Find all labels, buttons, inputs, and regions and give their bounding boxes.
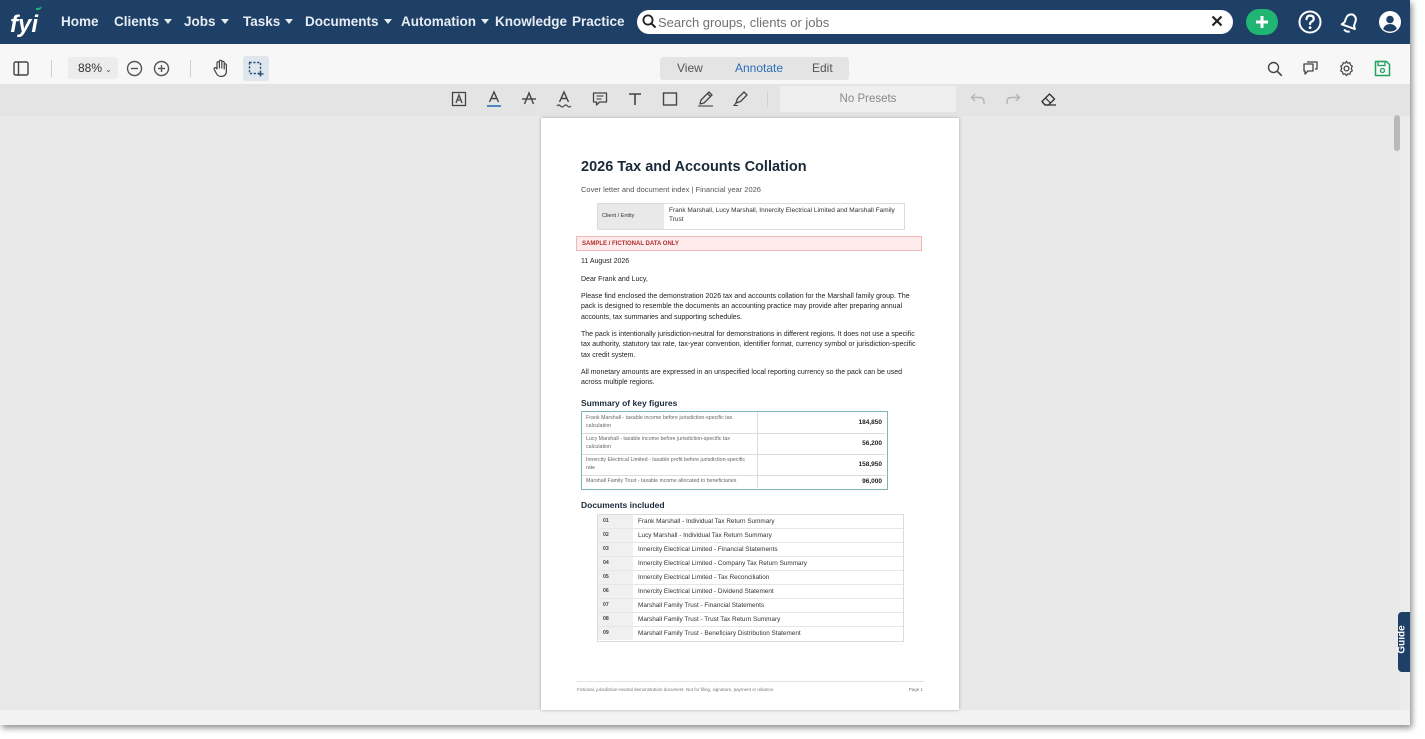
nav-jobs-label: Jobs xyxy=(184,14,216,29)
document-name: Innercity Electrical Limited - Dividend Statement xyxy=(638,588,774,595)
nav-documents-label: Documents xyxy=(305,14,379,29)
key-figure-value: 56,200 xyxy=(862,440,882,447)
tab-view[interactable]: View xyxy=(677,61,703,75)
freehand-pen-icon[interactable] xyxy=(697,90,714,107)
plus-icon xyxy=(1246,9,1278,35)
caret-down-icon xyxy=(221,19,229,24)
redo-icon[interactable] xyxy=(1005,92,1021,106)
undo-icon[interactable] xyxy=(970,92,986,106)
document-name: Frank Marshall - Individual Tax Return Summary xyxy=(638,518,775,525)
document-name: Lucy Marshall - Individual Tax Return Summary xyxy=(638,532,772,539)
document-number: 05 xyxy=(598,571,633,584)
presets-dropdown[interactable]: No Presets xyxy=(780,86,956,112)
letter-date: 11 August 2026 xyxy=(581,258,630,265)
comments-panel-icon[interactable] xyxy=(1302,60,1319,77)
table-row xyxy=(598,515,903,529)
document-name: Innercity Electrical Limited - Tax Reconciliation xyxy=(638,574,770,581)
document-number: 07 xyxy=(598,599,633,612)
document-title: 2026 Tax and Accounts Collation xyxy=(581,159,807,175)
key-figure-value: 96,000 xyxy=(862,478,882,485)
sidebar-toggle-icon[interactable] xyxy=(13,61,29,76)
caret-down-icon xyxy=(164,19,172,24)
free-text-icon[interactable] xyxy=(627,91,643,107)
underline-text-icon[interactable] xyxy=(486,90,502,108)
top-navigation-bar xyxy=(0,0,1410,44)
footer-divider xyxy=(576,681,924,682)
letter-paragraph: All monetary amounts are expressed in an unspecified local reporting currency so the pack can be used across multiple regions. xyxy=(581,369,903,387)
sample-data-banner: SAMPLE / FICTIONAL DATA ONLY xyxy=(576,236,922,251)
client-entity-value: Frank Marshall, Lucy Marshall, Innercity Electrical Limited and Marshall Family Trust xyxy=(669,207,895,223)
document-name: Marshall Family Trust - Financial Statements xyxy=(638,602,765,609)
zoom-level-select[interactable] xyxy=(68,57,118,79)
footer-page-number: Page 1 xyxy=(908,687,923,692)
nav-practice-label: Practice xyxy=(572,14,625,29)
quick-add-button[interactable] xyxy=(1246,9,1278,35)
document-name: Marshall Family Trust - Beneficiary Distribution Statement xyxy=(638,630,801,637)
nav-home-label: Home xyxy=(61,14,99,29)
nav-practice[interactable] xyxy=(572,0,625,44)
document-subtitle: Cover letter and document index | Financial year 2026 xyxy=(581,185,761,194)
notifications-icon[interactable] xyxy=(1338,10,1362,34)
caret-down-icon xyxy=(285,19,293,24)
mode-tabs xyxy=(660,57,849,80)
document-name: Innercity Electrical Limited - Company Tax Return Summary xyxy=(638,560,807,567)
guide-tab[interactable] xyxy=(1398,612,1410,672)
key-figure-label: Frank Marshall - taxable income before jurisdiction-specific tax calculation xyxy=(586,415,733,429)
documents-table xyxy=(597,514,904,642)
table-row xyxy=(598,571,903,585)
nav-knowledge-label: Knowledge xyxy=(495,14,568,29)
document-number: 08 xyxy=(598,613,633,626)
nav-knowledge[interactable] xyxy=(495,0,567,44)
document-name: Marshall Family Trust - Trust Tax Return Summary xyxy=(638,616,781,623)
chevron-down-icon: ⌄ xyxy=(105,65,112,74)
comment-note-icon[interactable] xyxy=(592,91,608,107)
letter-paragraph: Please find enclosed the demonstration 2026 tax and accounts collation for the Marshall family group. The pack is designed to resemble the documents an accounting practice may provide after preparing annual accounts, tax summaries and supporting schedules. xyxy=(581,293,910,321)
nav-automation[interactable] xyxy=(401,0,489,44)
nav-jobs[interactable] xyxy=(184,0,229,44)
document-number: 04 xyxy=(598,557,633,570)
horizontal-scrollbar[interactable] xyxy=(0,710,1410,725)
fyi-logo[interactable] xyxy=(9,5,45,39)
key-figures-table xyxy=(581,411,888,490)
nav-documents[interactable] xyxy=(305,0,392,44)
settings-gear-icon[interactable] xyxy=(1338,60,1355,77)
tab-annotate[interactable]: Annotate xyxy=(735,61,784,75)
squiggly-text-icon[interactable] xyxy=(556,90,572,108)
select-tool-button[interactable] xyxy=(243,56,269,81)
text-box-annotation-icon[interactable] xyxy=(451,91,467,107)
key-figure-label: Innercity Electrical Limited - taxable profit before jurisdiction-specific rate xyxy=(586,457,745,471)
toolbar-divider xyxy=(767,91,768,107)
documents-heading: Documents included xyxy=(581,500,665,510)
toolbar-divider xyxy=(51,60,52,77)
caret-down-icon xyxy=(481,19,489,24)
document-number: 02 xyxy=(598,529,633,542)
document-number: 01 xyxy=(598,515,633,528)
nav-clients[interactable] xyxy=(114,0,172,44)
key-figure-value: 184,850 xyxy=(858,419,882,426)
nav-tasks[interactable] xyxy=(243,0,293,44)
client-entity-label: Client / Entity xyxy=(598,204,664,229)
table-row xyxy=(582,454,886,476)
summary-heading: Summary of key figures xyxy=(581,398,678,408)
highlighter-icon[interactable] xyxy=(732,90,749,107)
table-row xyxy=(598,613,903,627)
clear-search-icon[interactable] xyxy=(1209,13,1225,29)
table-row xyxy=(598,529,903,543)
document-number: 09 xyxy=(598,627,633,640)
rectangle-shape-icon[interactable] xyxy=(662,91,678,107)
strikeout-text-icon[interactable] xyxy=(521,90,537,108)
letter-paragraph: The pack is intentionally jurisdiction-neutral for demonstrations in different regions. It does not use a specific tax authority, statutory tax rate, tax-year convention, identifier format, currency symbol or jurisdiction-specific tax credit system. xyxy=(581,331,916,359)
help-icon[interactable] xyxy=(1298,10,1322,34)
table-row xyxy=(598,585,903,599)
client-entity-table xyxy=(597,203,905,230)
guide-label: Guide xyxy=(1396,625,1408,654)
nav-home[interactable] xyxy=(61,0,99,44)
table-row xyxy=(598,627,903,641)
zoom-level-value: 88% xyxy=(78,61,103,75)
marquee-select-icon xyxy=(248,61,264,77)
caret-down-icon xyxy=(384,19,392,24)
nav-automation-label: Automation xyxy=(401,14,476,29)
pan-hand-icon[interactable] xyxy=(212,59,230,78)
search-document-icon[interactable] xyxy=(1267,61,1283,77)
tab-edit[interactable]: Edit xyxy=(812,61,833,75)
letter-salutation: Dear Frank and Lucy, xyxy=(581,276,648,283)
zoom-in-icon[interactable] xyxy=(153,60,170,77)
document-page[interactable] xyxy=(541,118,959,710)
table-row xyxy=(598,557,903,571)
save-icon[interactable] xyxy=(1374,60,1391,77)
search-icon xyxy=(642,14,657,29)
eraser-icon[interactable] xyxy=(1040,91,1057,107)
table-row xyxy=(582,412,886,434)
toolbar-divider xyxy=(190,60,191,77)
footer-note: Fictional, jurisdiction-neutral demonstration document. Not for filing, signature, payment or reliance. xyxy=(577,687,775,692)
table-row xyxy=(582,433,886,455)
document-number: 03 xyxy=(598,543,633,556)
search-input[interactable] xyxy=(658,12,1198,32)
table-row xyxy=(582,475,886,488)
table-row xyxy=(598,543,903,557)
global-search xyxy=(637,10,1233,34)
key-figure-label: Lucy Marshall - taxable income before jurisdiction-specific tax calculation xyxy=(586,436,730,450)
key-figure-value: 158,950 xyxy=(858,461,882,468)
nav-clients-label: Clients xyxy=(114,14,160,29)
user-account-icon[interactable] xyxy=(1378,10,1402,34)
vertical-scrollbar-thumb[interactable] xyxy=(1394,115,1400,151)
document-number: 06 xyxy=(598,585,633,598)
table-row xyxy=(598,599,903,613)
key-figure-label: Marshall Family Trust - taxable income allocated to beneficiaries xyxy=(586,478,737,484)
document-name: Innercity Electrical Limited - Financial Statements xyxy=(638,546,778,553)
zoom-out-icon[interactable] xyxy=(126,60,143,77)
svg-text:fyi: fyi xyxy=(10,11,39,38)
nav-tasks-label: Tasks xyxy=(243,14,281,29)
